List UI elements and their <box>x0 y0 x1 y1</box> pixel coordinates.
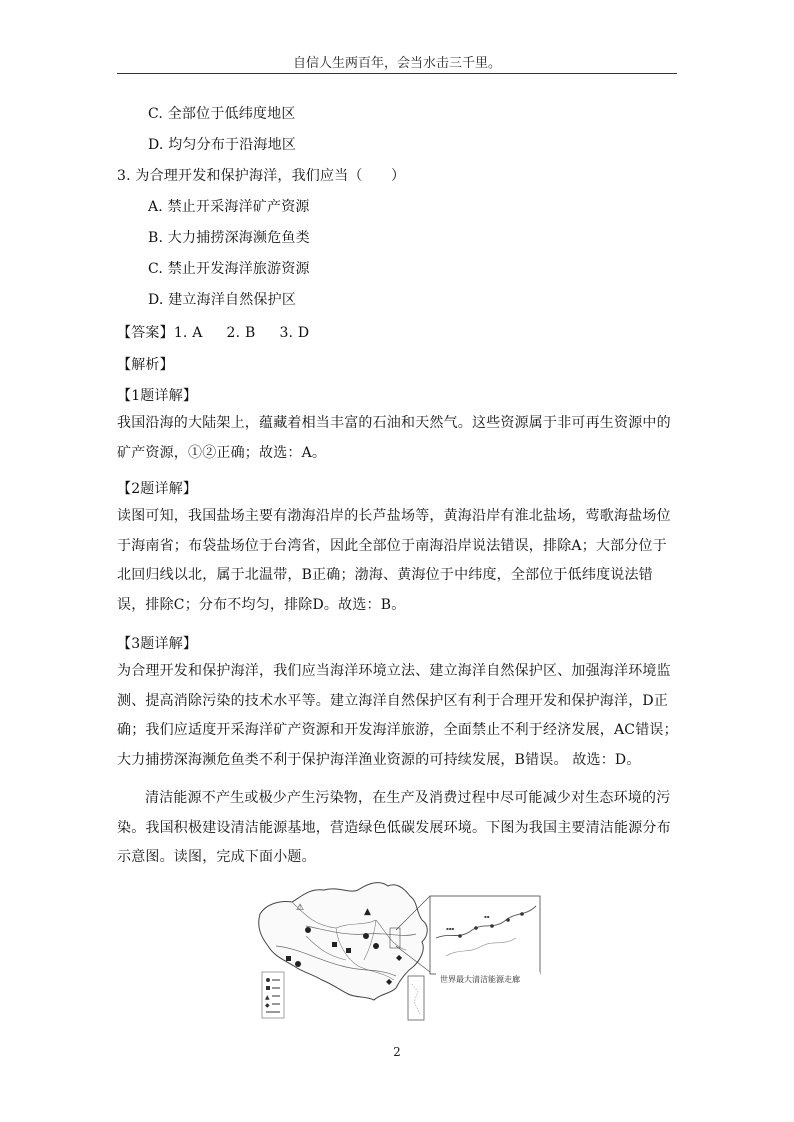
wind-symbol: ▲ <box>364 907 371 917</box>
corridor-inset <box>430 896 540 974</box>
answer-3: 3. D <box>279 325 310 341</box>
clean-energy-map-figure <box>246 876 548 1024</box>
q3-stem: 3. 为合理开发和保护海洋，我们应当（ ） <box>117 168 406 184</box>
svg-text:▪▪▪: ▪▪▪ <box>446 926 455 931</box>
svg-text:▪▪: ▪▪ <box>484 914 490 919</box>
header-divider <box>117 73 677 74</box>
q2-option-d: D. 均匀分布于沿海地区 <box>148 137 297 153</box>
intro-paragraph: 清洁能源不产生或极少产生污染物，在生产及消费过程中尽可能减少对生态环境的污染。我国积极建设清洁能源基地，营造绿色低碳发展环境。下图为我国主要清洁能源分布示意图。读图，完成下面小题。 <box>117 790 671 865</box>
svg-text:◆: ◆ <box>265 1002 270 1009</box>
detail3-label: 【3题详解】 <box>117 636 198 652</box>
detail2-text: 读图可知，我国盐场主要有渤海沿岸的长芦盐场等，黄海沿岸有淮北盐场，莺歌海盐场位于海南省；布袋盐场位于台湾省，因此全部位于南海沿岸说法错误，排除A；大部分位于北回归线以北，属于北温带，B正确；渤海、黄海位于中纬度，全部位于低纬度说法错误，排除C；分布不均匀，排除D。故选：B。 <box>117 508 671 613</box>
hydro-symbol <box>346 948 351 953</box>
answer-2: 2. B <box>226 325 256 341</box>
svg-text:▲: ▲ <box>265 994 270 1001</box>
solar-symbol <box>305 927 311 933</box>
solar-symbol <box>373 943 379 949</box>
solar-symbol <box>363 933 369 939</box>
detail3-text: 为合理开发和保护海洋，我们应当海洋环境立法、建立海洋自然保护区、加强海洋环境监测、提高消除污染的技术水平等。建立海洋自然保护区有利于合理开发和保护海洋，D正确；我们应适度开采海洋矿产资源和开发海洋旅游，全面禁止不利于经济发展，AC错误；大力捕捞深海濒危鱼类不利于保护海洋渔业资源的可持续发展，B错误。 故选：D。 <box>117 663 678 768</box>
answer-1: 1. A <box>173 325 203 341</box>
corridor-inset-caption: 世界最大清洁能源走廊 <box>440 975 520 984</box>
page-header-motto: 自信人生两百年，会当水击三千里。 <box>292 56 501 71</box>
q3-option-a: A. 禁止开采海洋矿产资源 <box>148 199 310 215</box>
answer-line <box>117 322 333 342</box>
nuclear-symbol: ◆ <box>386 977 393 986</box>
south-sea-inset <box>408 976 424 1020</box>
analysis-label: 【解析】 <box>117 357 174 373</box>
answer-label: 【答案】 <box>117 325 174 341</box>
detail1-text: 我国沿海的大陆架上，蕴藏着相当丰富的石油和天然气。这些资源属于非可再生资源中的矿产资源，①②正确；故选：A。 <box>117 415 671 461</box>
wind-symbol: ⚠ <box>296 903 305 913</box>
q3-option-d: D. 建立海洋自然保护区 <box>148 292 297 308</box>
q3-option-c: C. 禁止开发海洋旅游资源 <box>148 261 310 277</box>
q3-option-b: B. 大力捕捞深海濒危鱼类 <box>148 230 310 246</box>
hydro-symbol <box>286 956 291 961</box>
solar-symbol <box>295 961 301 967</box>
clean-energy-map-svg <box>246 876 548 1024</box>
page-number: 2 <box>393 1045 401 1059</box>
detail1-label: 【1题详解】 <box>117 388 198 404</box>
detail2-label: 【2题详解】 <box>117 481 198 497</box>
nuclear-symbol: ◆ <box>396 953 403 962</box>
q2-option-c: C. 全部位于低纬度地区 <box>148 106 296 122</box>
hydro-symbol <box>332 942 337 947</box>
